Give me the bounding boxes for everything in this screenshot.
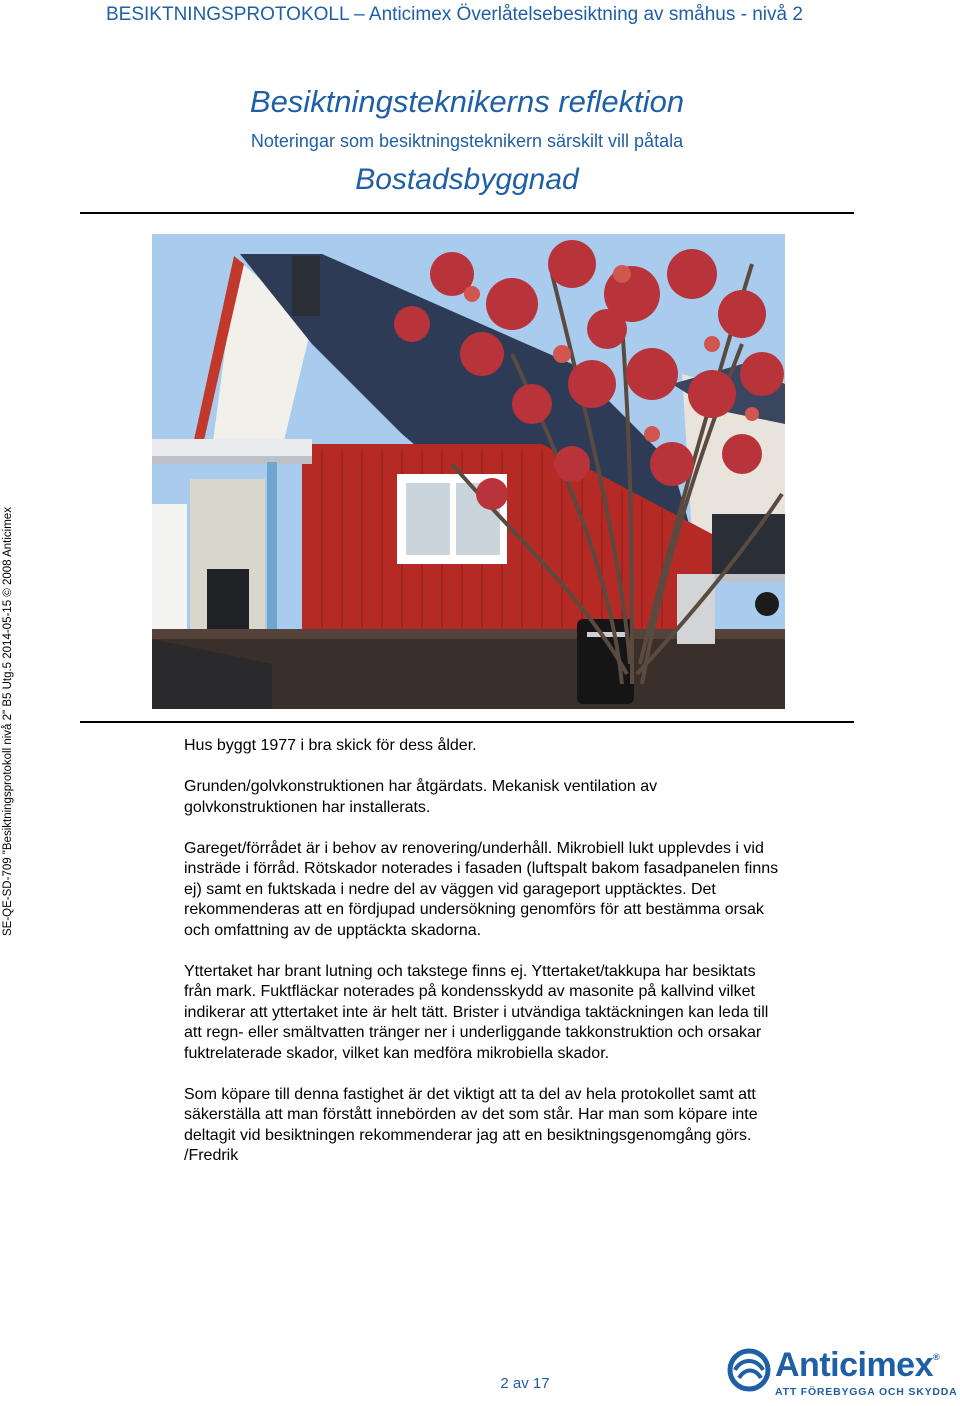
house-photo — [152, 234, 785, 709]
section-title: Bostadsbyggnad — [355, 163, 579, 196]
paragraph-4: Yttertaket har brant lutning och takstege finns ej. Yttertaket/takkupa har besiktats från mark. Fuktfläckar noterades på kondensskydd av masonite på kallvind vilket indikerar att yttertaket inte är helt tätt. Brister i utvändiga taktäckningen kan leda till att regn- eller smältvatten tränger ner i underliggande takkonstruktion och orsakar fuktrelaterade skador, vilket kan medföra mikrobiella skador. — [184, 962, 769, 1062]
document-header-title: BESIKTNINGSPROTOKOLL – Anticimex Överlåtelsebesiktning av småhus - nivå 2 — [106, 4, 803, 25]
divider-top — [80, 212, 854, 214]
paragraph-2: Grunden/golvkonstruktionen har åtgärdats. Mekanisk ventilation av golvkonstruktionen har installerats. — [184, 778, 658, 816]
document-id-sidebar: SE-QE-SD-709 "Besiktningsprotokoll nivå 2" B5 Utg.5 2014-05-15 © 2008 Anticimex — [2, 507, 14, 936]
logo-tagline: ATT FÖREBYGGA OCH SKYDDA — [775, 1386, 958, 1398]
page-title: Besiktningsteknikerns reflektion — [249, 84, 685, 119]
anticimex-logo — [727, 1346, 958, 1400]
divider-photo — [80, 721, 854, 723]
anticimex-emblem-icon — [727, 1348, 771, 1392]
paragraph-1: Hus byggt 1977 i bra skick för dess ålder. — [184, 737, 477, 754]
paragraph-3: Gareget/förrådet är i behov av renovering/underhåll. Mikrobiell lukt upplevdes i vid insträde i förråd. Rötskador noterades i fasaden (luftspalt bakom fasadpanelen finns ej) samt en fuktskada i nedre del av väggen vid garageport upptäcktes. Det rekommenderas att en fördjupad undersökning genomförs för att bestämma orsak och omfattning av de upptäckta skadorna. — [184, 839, 779, 939]
logo-wordmark: Anticimex® — [775, 1346, 940, 1384]
reflection-text — [184, 736, 844, 1167]
page-subtitle: Noteringar som besiktningsteknikern särskilt vill påtala — [250, 131, 684, 151]
paragraph-5: Som köpare till denna fastighet är det viktigt att ta del av hela protokollet samt att säkerställa att man förstått innebörden av det som står. Har man som köpare inte deltagit vid besiktningen rekommenderar jag att en besiktningsgenomgång görs. /Fredrik — [184, 1085, 758, 1164]
page-number: 2 av 17 — [500, 1375, 550, 1392]
